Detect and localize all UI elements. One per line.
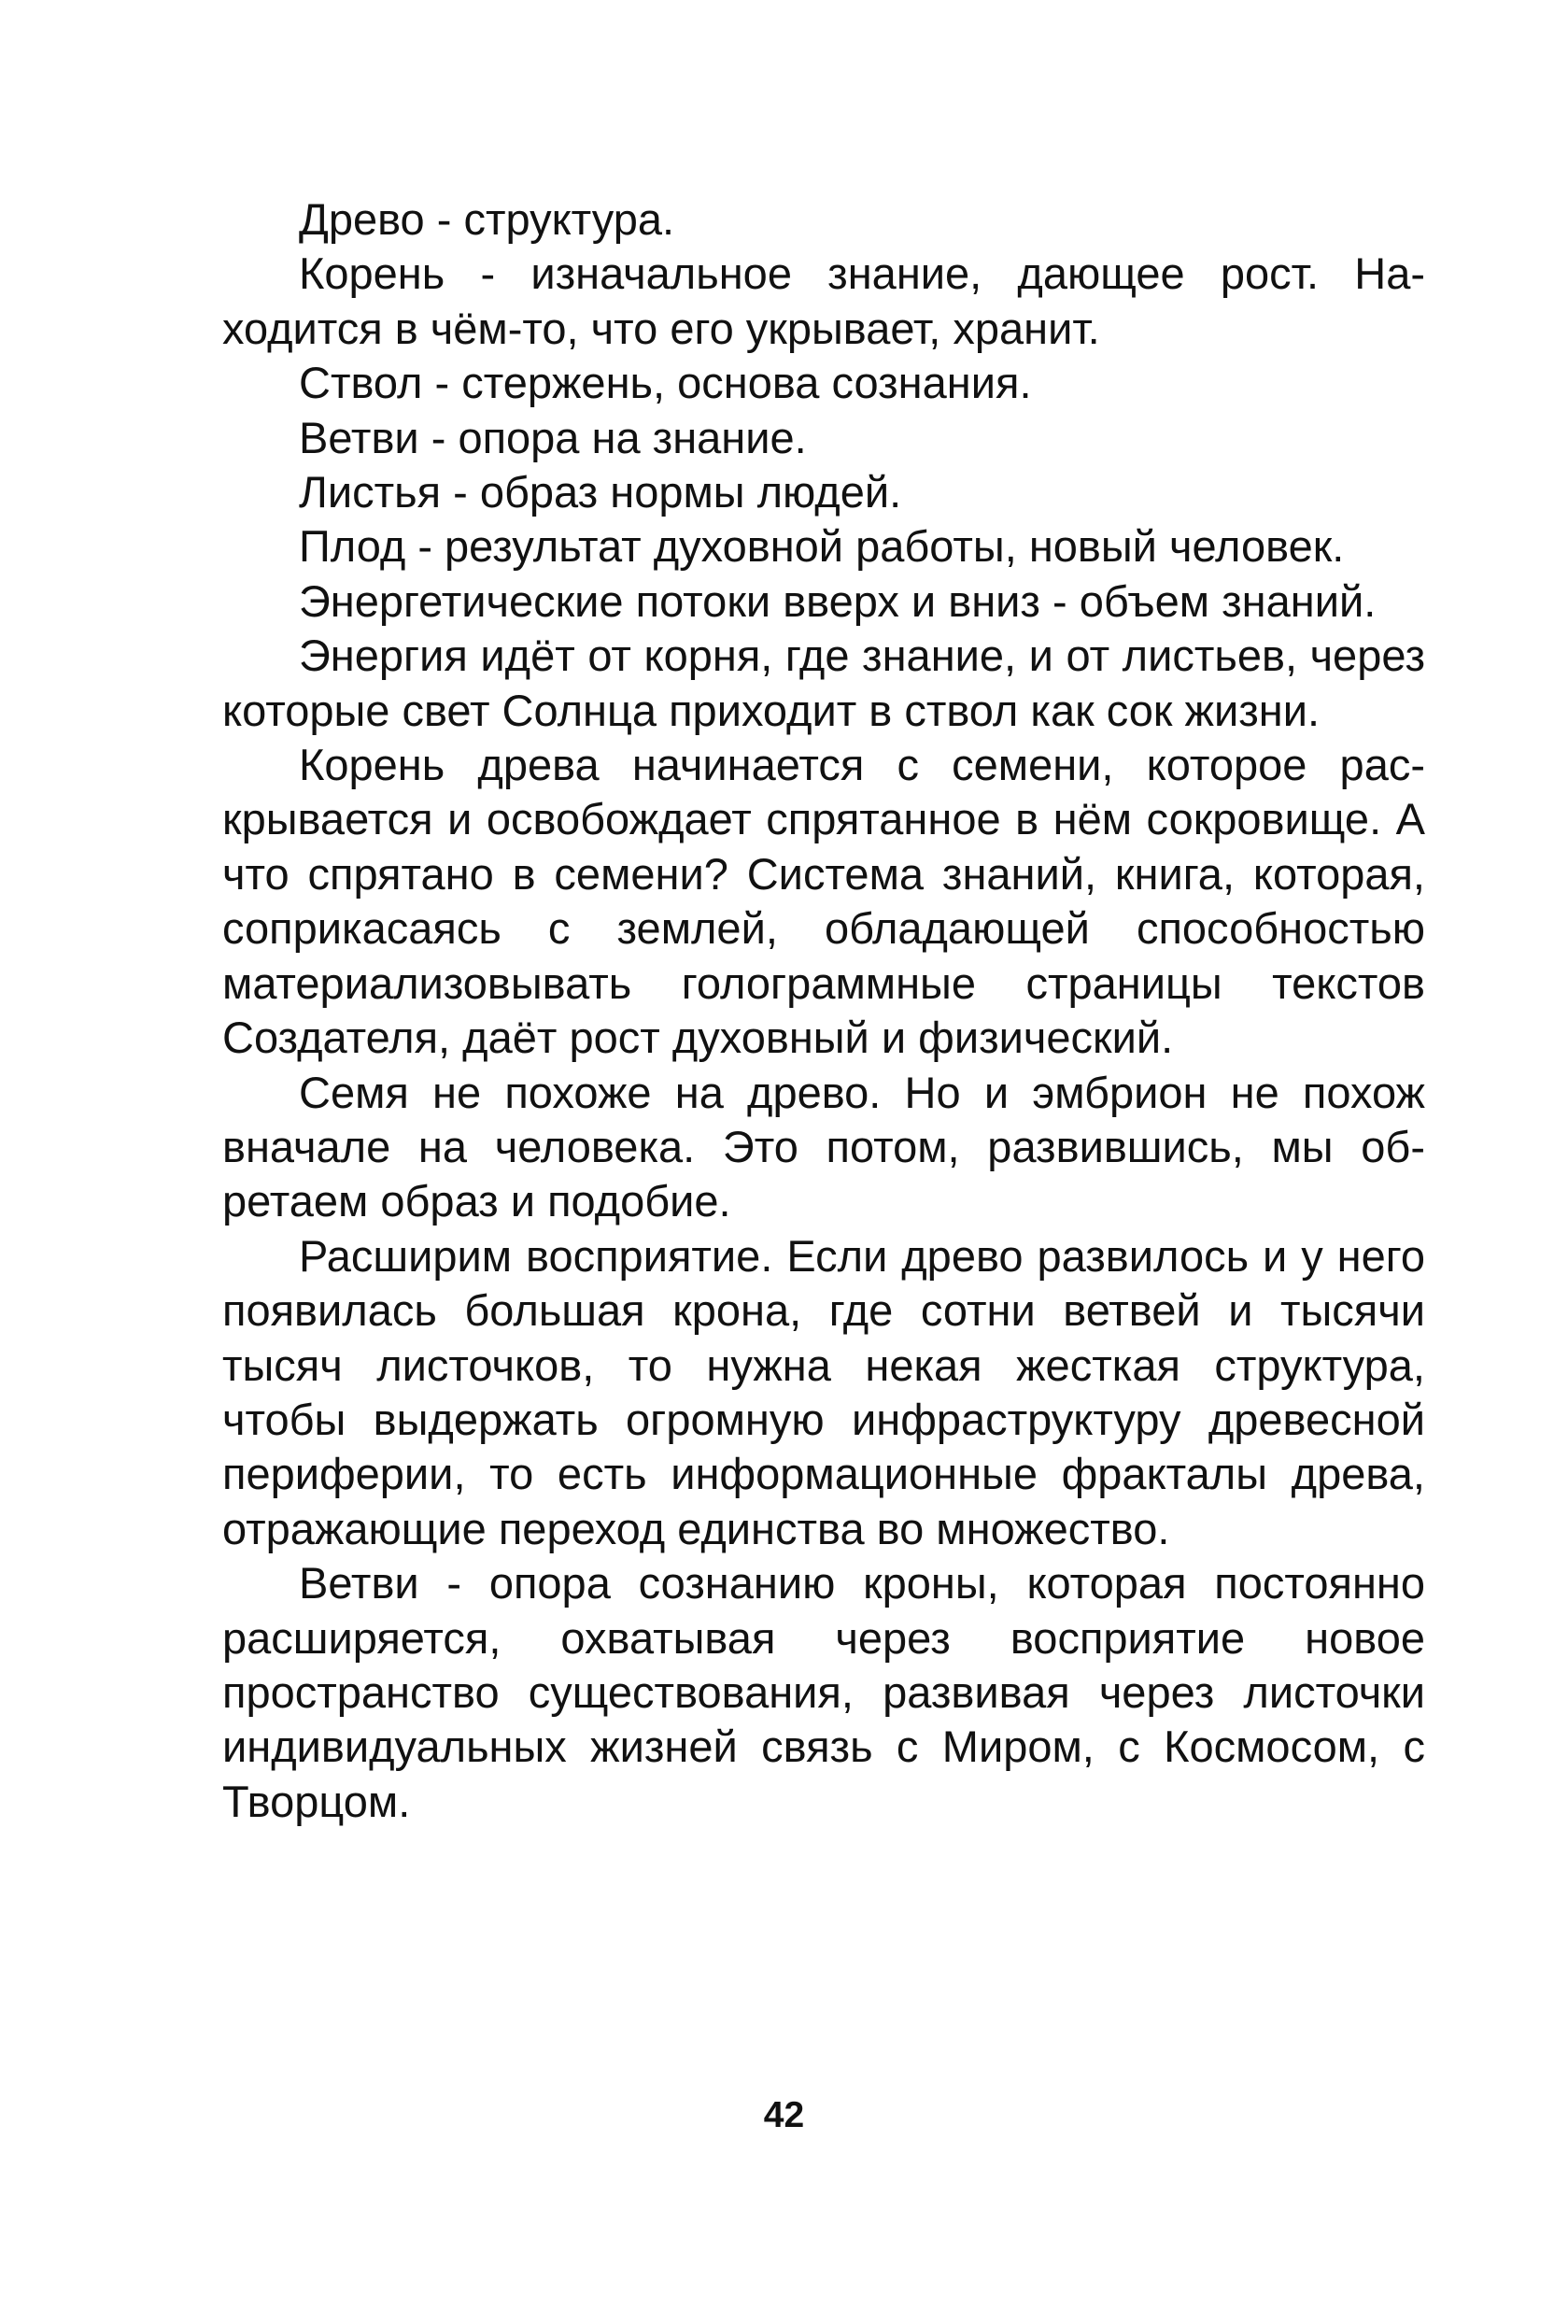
paragraph-10: Семя не похоже на древо. Но и эмбрион не похож вначале на человека. Это потом, развившись, мы обретаем образ и подобие. bbox=[222, 1067, 1425, 1226]
paragraph-3: Ствол - стержень, основа сознания. bbox=[299, 358, 1032, 408]
page-number: 42 bbox=[763, 2095, 805, 2135]
paragraph-4: Ветви - опора на знание. bbox=[299, 412, 807, 462]
paragraph-6: Плод - результат духовной работы, новый человек. bbox=[299, 521, 1345, 572]
page-body bbox=[222, 192, 1425, 1829]
paragraph-1: Древо - структура. bbox=[299, 194, 675, 244]
paragraph-9: Корень древа начинается с семени, которое раскрывается и освобождает спрятанное в нём сокровище. А что спрятано в семени? Система знаний, книга, которая, соприкасаясь с землей, обладающей способностью материализовывать голограммные страницы текстов Создателя, даёт рост духовный и физический. bbox=[222, 740, 1425, 1063]
paragraph-8: Энергия идёт от корня, где знание, и от листьев, через которые свет Солнца приходит в ствол как сок жизни. bbox=[222, 631, 1425, 735]
paragraph-7: Энергетические потоки вверх и вниз - объем знаний. bbox=[299, 575, 1377, 626]
paragraph-11: Расширим восприятие. Если древо развилось и у него появилась большая крона, где сотни ветвей и тысячи тысяч листочков, то нужна некая жесткая структура, чтобы выдержать огромную инфраструктуру древесной периферии, то есть информационные фракталы древа, отражающие переход единства во множество. bbox=[222, 1230, 1425, 1553]
paragraph-12: Ветви - опора сознанию кроны, которая постоянно расширяется, охватывая через восприятие новое пространство существования, развивая через листочки индивидуальных жизней связь с Миром, с Космосом, с Творцом. bbox=[222, 1558, 1425, 1826]
paragraph-5: Листья - образ нормы людей. bbox=[299, 467, 902, 517]
paragraph-2: Корень - изначальное знание, дающее рост. Находится в чём-то, что его укрывает, хранит. bbox=[222, 248, 1425, 353]
